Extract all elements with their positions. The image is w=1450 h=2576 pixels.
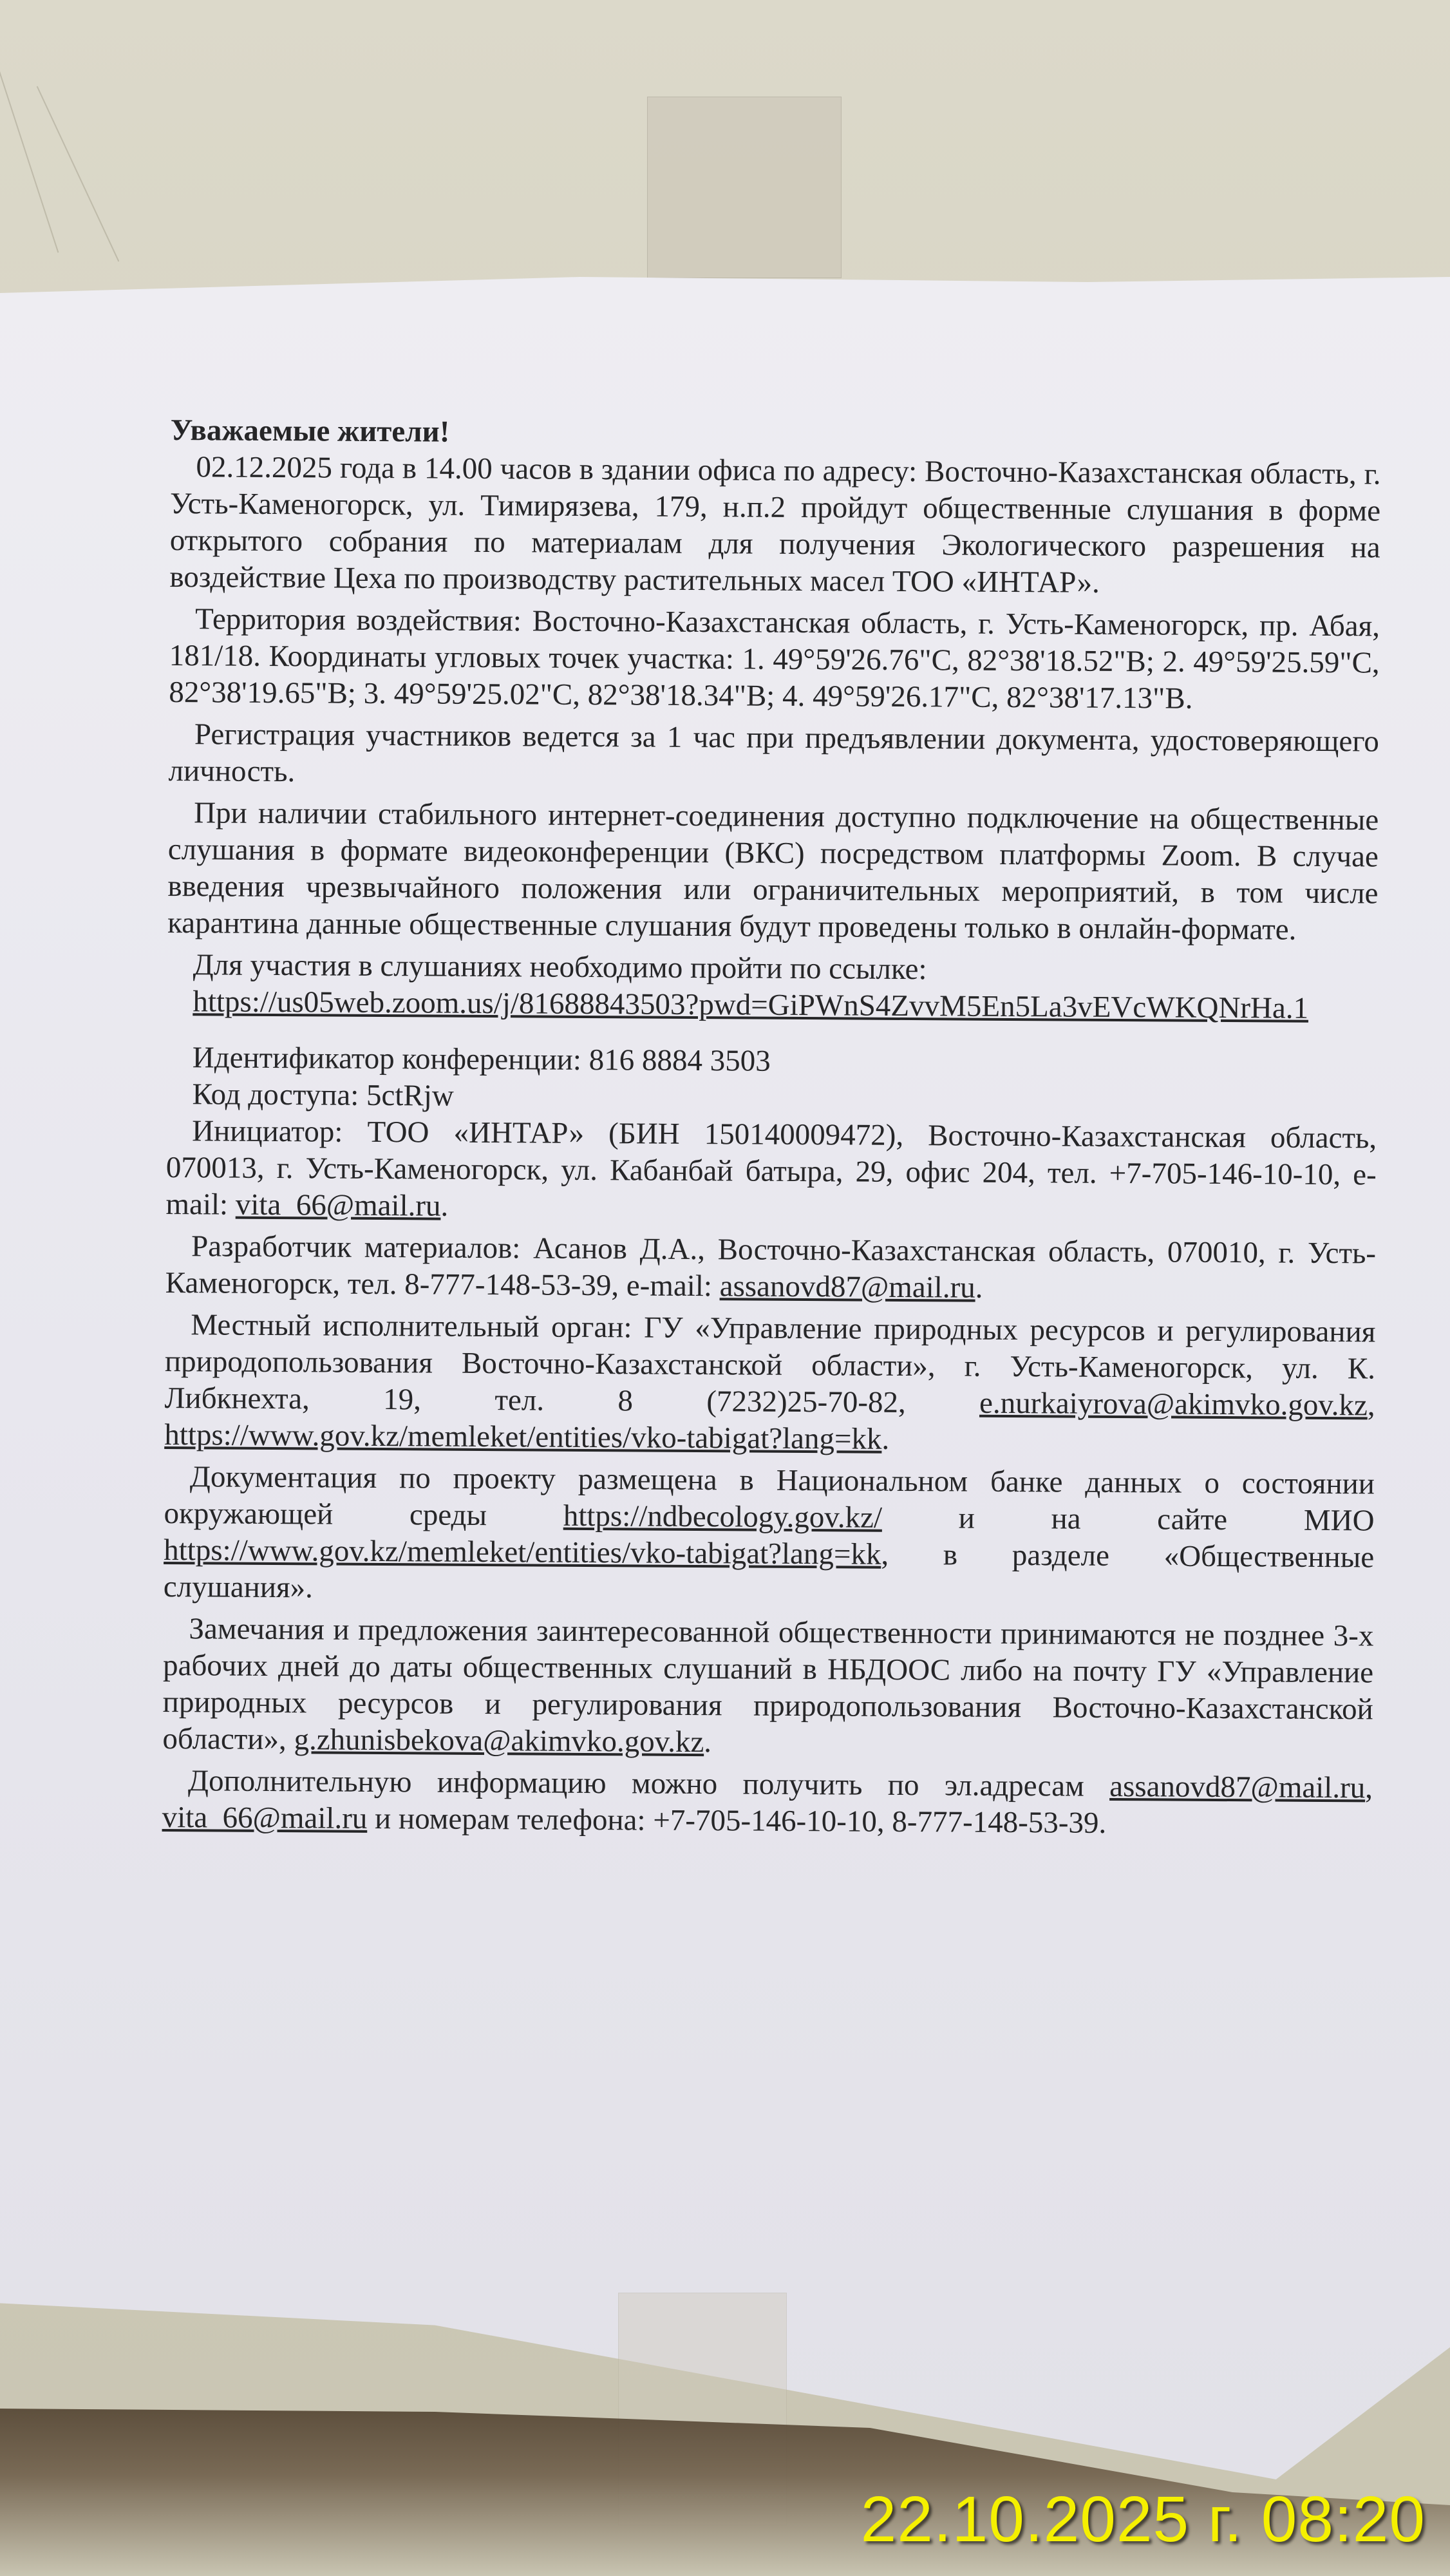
paragraph-hearing-date: 02.12.2025 года в 14.00 часов в здании офиса по адресу: Восточно-Казахстанская область, г. Усть-Каменогорск, ул. Тимирязева, 179, н.п.2 пройдут общественные слушания в форме открытого собрания по материалам для получения Экологического разрешения на воздействие Цеха по производству растительных масел ТОО «ИНТАР». bbox=[169, 450, 1381, 600]
remarks-email-link[interactable]: g.zhunisbekova@akimvko.gov.kz bbox=[294, 1723, 704, 1759]
paragraph-online: При наличии стабильного интернет-соединения доступно подключение на общественные слушания в формате видеоконференции (ВКС) посредством платформы Zoom. В случае введения чрезвычайного положения или ограничительных мероприятий, в том числе карантина данные общественные слушания будут проведены только в онлайн-формате. bbox=[167, 796, 1379, 947]
photo-timestamp: 22.10.2025 г. 08:20 bbox=[860, 2483, 1426, 2555]
paragraph-local-body: Местный исполнительный орган: ГУ «Управление природных ресурсов и регулирования природопользования Восточно-Казахстанской области», г. Усть-Каменогорск, ул. К. Либкнехта, 19, тел. 8 (7232)25-70-82, e.nurkaiyrova@akimvko.gov.kz, https://www.gov.kz/memleket/entities/vko-tabigat?lang=kk. bbox=[164, 1308, 1376, 1456]
zoom-link-paragraph bbox=[167, 983, 1377, 1027]
paragraph-additional-info bbox=[162, 1763, 1373, 1843]
paragraph-remarks: Замечания и предложения заинтересованной общественности принимаются не позднее 3-х рабочих дней до даты общественных слушаний в НБДООС либо на почту ГУ «Управление природных ресурсов и регулирования природопользования Восточно-Казахстанской области», g.zhunisbekova@akimvko.gov.kz. bbox=[162, 1612, 1374, 1759]
initiator-text: Инициатор: ТОО «ИНТАР» (БИН 150140009472), Восточно-Казахстанская область, 070013, г. Усть-Каменогорск, ул. Кабанбай батыра, 29, офис 204, тел. +7-705-146-10-10, e-mail: bbox=[165, 1114, 1377, 1222]
remarks-text: Замечания и предложения заинтересованной общественности принимаются не позднее 3-х рабочих дней до даты общественных слушаний в НБДООС либо на почту ГУ «Управление природных ресурсов и регулирования природопользования Восточно-Казахстанской области», bbox=[162, 1612, 1374, 1757]
info-text-a: Дополнительную информацию можно получить по эл.адресам bbox=[187, 1764, 1110, 1803]
tape-top bbox=[647, 97, 842, 278]
paragraph-initiator: Инициатор: ТОО «ИНТАР» (БИН 150140009472), Восточно-Казахстанская область, 070013, г. Усть-Каменогорск, ул. Кабанбай батыра, 29, офис 204, тел. +7-705-146-10-10, e-mail: vita_66@mail.ru. bbox=[165, 1114, 1377, 1223]
local-body-email-link[interactable]: e.nurkaiyrova@akimvko.gov.kz bbox=[979, 1386, 1368, 1423]
info-text-c: и номерам телефона: +7-705-146-10-10, 8-777-148-53-39. bbox=[367, 1801, 1107, 1840]
developer-text: Разработчик материалов: Асанов Д.А., Восточно-Казахстанская область, 070010, г. Усть-Каменогорск, тел. 8-777-148-53-39, e-mail: bbox=[165, 1229, 1377, 1303]
developer-email-link[interactable]: assanovd87@mail.ru bbox=[719, 1269, 975, 1305]
mio-site-link[interactable]: https://www.gov.kz/memleket/entities/vko-tabigat?lang=kk bbox=[164, 1533, 881, 1571]
local-body-text: Местный исполнительный орган: ГУ «Управление природных ресурсов и регулирования природопользования Восточно-Казахстанской области», г. Усть-Каменогорск, ул. К. Либкнехта, 19, тел. 8 (7232)25-70-82, bbox=[164, 1308, 1376, 1420]
paragraph-registration: Регистрация участников ведется за 1 час при предъявлении документа, удостоверяющего личность. bbox=[168, 717, 1380, 789]
docs-text-b: и на сайте МИО bbox=[881, 1501, 1375, 1538]
info-email-link-1[interactable]: assanovd87@mail.ru bbox=[1109, 1769, 1366, 1805]
local-body-site-link[interactable]: https://www.gov.kz/memleket/entities/vko-tabigat?lang=kk bbox=[164, 1417, 882, 1456]
zoom-link[interactable]: https://us05web.zoom.us/j/81688843503?pwd=GiPWnS4ZvvM5En5La3vEVcWKQNrHa.1 bbox=[193, 985, 1309, 1025]
notice-document bbox=[162, 412, 1381, 1848]
paragraph-developer: Разработчик материалов: Асанов Д.А., Восточно-Казахстанская область, 070010, г. Усть-Каменогорск, тел. 8-777-148-53-39, e-mail: assanovd87@mail.ru. bbox=[165, 1229, 1377, 1305]
info-text-b: , bbox=[1365, 1771, 1373, 1805]
conference-id: Идентификатор конференции: 816 8884 3503 bbox=[192, 1041, 771, 1078]
paragraph-documentation bbox=[164, 1459, 1375, 1613]
ndbecology-link[interactable]: https://ndbecology.gov.kz/ bbox=[563, 1499, 883, 1535]
paragraph-territory: Территория воздействия: Восточно-Казахстанская область, г. Усть-Каменогорск, пр. Абая, 181/18. Координаты угловых точек участка: 1. 49°59'26.76"С, 82°38'18.52"В; 2. 49°59'25.59"С, 82°38'19.65"В; 3. 49°59'25.02"С, 82°38'18.34"В; 4. 49°59'26.17"С, 82°38'17.13"В. bbox=[169, 602, 1380, 715]
link-intro: Для участия в слушаниях необходимо пройти по ссылке: bbox=[193, 948, 927, 987]
initiator-email-link[interactable]: vita_66@mail.ru bbox=[235, 1188, 441, 1223]
info-email-link-2[interactable]: vita_66@mail.ru bbox=[162, 1800, 368, 1835]
notice-title: Уважаемые жители! bbox=[170, 413, 450, 449]
docs-text-c: , в разделе «Общественные слушания». bbox=[163, 1537, 1375, 1605]
access-code: Код доступа: 5ctRjw bbox=[192, 1077, 454, 1113]
docs-text-a: Документация по проекту размещена в Национальном банке данных о состоянии окружающей среды bbox=[164, 1460, 1375, 1533]
